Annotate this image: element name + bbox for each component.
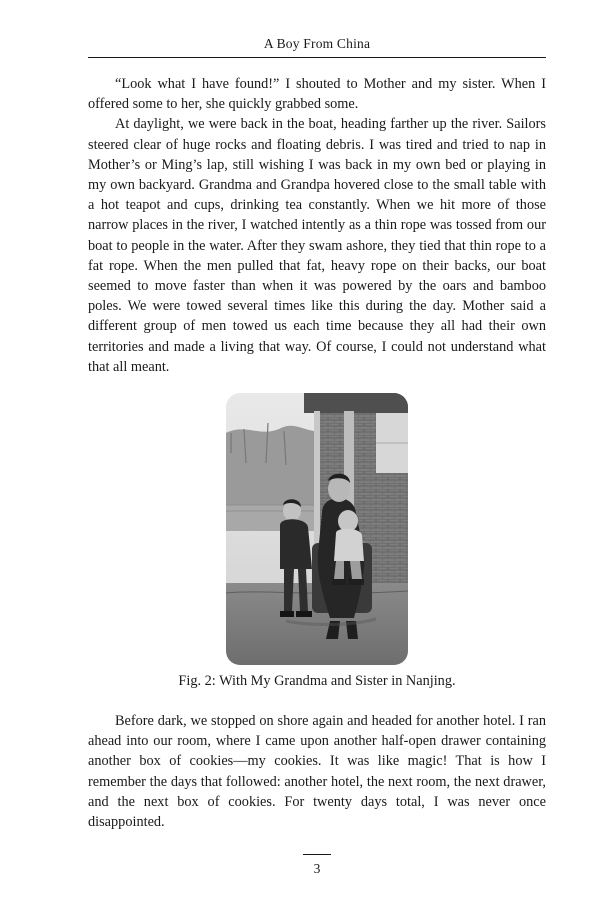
figure-caption: Fig. 2: With My Grandma and Sister in Nanjing. <box>178 673 456 689</box>
text-block-after-figure <box>88 711 546 832</box>
paragraph: Before dark, we stopped on shore again and headed for another hotel. I ran ahead into our room, where I came upon another half-open drawer containing another box of cookies—my cookies. It was like magic! That is how I remember the days that followed: another hotel, the next room, the next drawer, and the next box of cookies. For twenty days total, I was never once disappointed. <box>88 713 546 831</box>
header-rule <box>88 57 546 58</box>
figure-photo <box>226 393 408 665</box>
text-block-before-figure <box>88 74 546 377</box>
running-head: A Boy From China <box>263 36 371 51</box>
paragraph: At daylight, we were back in the boat, heading farther up the river. Sailors steered clear of huge rocks and floating debris. I was tired and tried to nap in Mother’s or Ming’s lap, still wishing I was back in my own bed or playing in my own backyard. Grandma and Grandpa hovered close to the small table with a hot teapot and cups, drinking tea constantly. When we hit more of those narrow places in the river, I watched intently as a thin rope was tossed from our boat to people in the water. After they swam ashore, they tied that thin rope to a fat rope. When the men pulled that fat, heavy rope on their backs, our boat seemed to move faster than when it was powered by the oars and bamboo poles. We were towed several times like this during the day. Mother said a different group of men towed us each time because they all had their own territories and made a living that way. Of course, I could not understand what that all meant. <box>88 116 546 375</box>
footer-rule <box>303 854 331 855</box>
page-number: 3 <box>313 861 321 876</box>
paragraph: “Look what I have found!” I shouted to Mother and my sister. When I offered some to her, she quickly grabbed some. <box>88 76 546 113</box>
